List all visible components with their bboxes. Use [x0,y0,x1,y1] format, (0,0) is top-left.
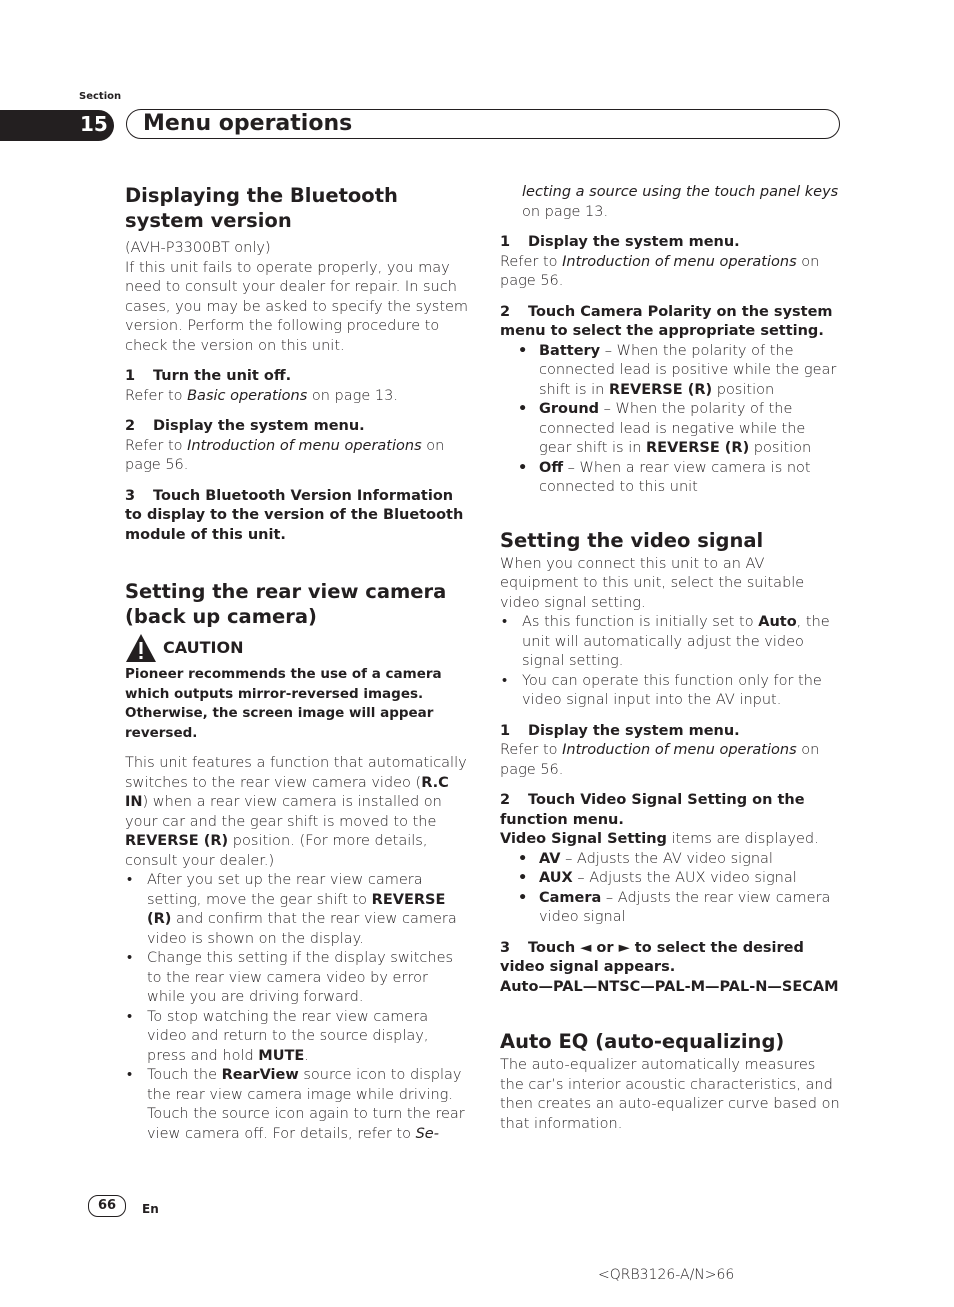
rear-camera-heading: Setting the rear view camera (back up camera) [125,580,447,628]
video-intro: When you connect this unit to an AV equipment to this unit, select the suitable video signal setting. [500,555,805,611]
camera-notes [125,871,470,1144]
video-notes [500,613,840,711]
list-item: • AUX – Adjusts the AUX video signal [500,869,840,889]
bt-step-1-ref: Refer to Basic operations on page 13. [125,387,398,404]
continued-ref: lecting a source using the touch panel keys on page 13. [522,184,839,220]
bt-step-2: 2 Display the system menu. [125,418,365,434]
camera-intro: This unit features a function that automatically switches to the rear view camera video (R.C IN) when a rear view camera is installed on your car and the gear shift is moved to the REVERSE (R) position. (For more details, consult your dealer.) [125,755,467,869]
list-item: • To stop watching the rear view camera video and return to the source display, press and hold MUTE. [125,1008,470,1067]
list-item: • Change this setting if the display switches to the rear view camera video by error while you are driving forward. [125,949,470,1008]
right-column [500,183,840,1134]
model-note: (AVH-P3300BT only) [125,240,271,256]
video-step-1: 1 Display the system menu. [500,722,740,739]
left-column [125,183,470,1144]
list-item: • After you set up the rear view camera setting, move the gear shift to REVERSE (R) and confirm that the rear view camera video is shown on the display. [125,871,470,949]
cam-step-1: 1 Display the system menu. [500,234,740,250]
caution-label: CAUTION [163,638,244,658]
cam-step-1-ref: Refer to Introduction of menu operations on page 56. [500,253,820,289]
bt-step-3: 3 Touch Bluetooth Version Information to display to the version of the Bluetooth module of this unit. [125,487,464,543]
page-number: 66 [88,1195,126,1217]
bluetooth-version-heading: Displaying the Bluetooth system version [125,184,398,232]
caution-text: Pioneer recommends the use of a camera which outputs mirror-reversed images. Otherwise, the screen image will appear reversed. [125,666,442,741]
video-step-1-ref: Refer to Introduction of menu operations on page 56. [500,742,820,778]
auto-eq-heading: Auto EQ (auto-equalizing) [500,1030,785,1053]
video-step-2: 2 Touch Video Signal Setting on the function menu. [500,792,805,828]
warning-icon [125,633,157,663]
section-number: 15 [80,112,108,136]
language-code: En [142,1202,159,1216]
list-item: • Battery – When the polarity of the connected lead is positive while the gear shift is in REVERSE (R) position [500,342,840,401]
document-code: <QRB3126-A/N>66 [598,1267,735,1283]
list-item: • AV – Adjusts the AV video signal [500,850,840,870]
cam-step-2: 2 Touch Camera Polarity on the system menu to select the appropriate setting. [500,303,833,339]
list-item: • Off – When a rear view camera is not connected to this unit [500,459,840,498]
list-item: • As this function is initially set to Auto, the unit will automatically adjust the video signal setting. [500,613,840,672]
auto-eq-text: The auto-equalizer automatically measures the car’s interior acoustic characteristics, and then creates an auto-equalizer curve based on that information. [500,1057,840,1132]
list-item: • Ground – When the polarity of the connected lead is negative while the gear shift is in REVERSE (R) position [500,400,840,459]
video-step-3: 3 Touch ◄ or ► to select the desired video signal appears. [500,939,804,975]
video-signal-heading: Setting the video signal [500,528,764,552]
video-sequence: Auto—PAL—NTSC—PAL-M—PAL-N—SECAM [500,978,839,995]
caution-header [125,633,470,663]
video-options [500,850,840,928]
list-item: • You can operate this function only for the video signal input into the AV input. [500,672,840,711]
page-title: Menu operations [143,111,353,136]
list-item: • Touch the RearView source icon to display the rear view camera image while driving. Touch the source icon again to turn the rear view camera off. For details, refer to Se- [125,1066,470,1144]
list-item: • Camera – Adjusts the rear view camera video signal [500,889,840,928]
polarity-options [500,342,840,498]
video-items-note: Video Signal Setting items are displayed. [500,831,819,847]
section-label: Section [79,91,122,102]
bt-step-1: 1 Turn the unit off. [125,368,292,384]
bt-step-2-ref: Refer to Introduction of menu operations on page 56. [125,437,445,473]
bluetooth-intro: If this unit fails to operate properly, you may need to consult your dealer for repair. In such cases, you may be asked to specify the system version. Perform the following procedure to check the version on this unit. [125,259,469,354]
